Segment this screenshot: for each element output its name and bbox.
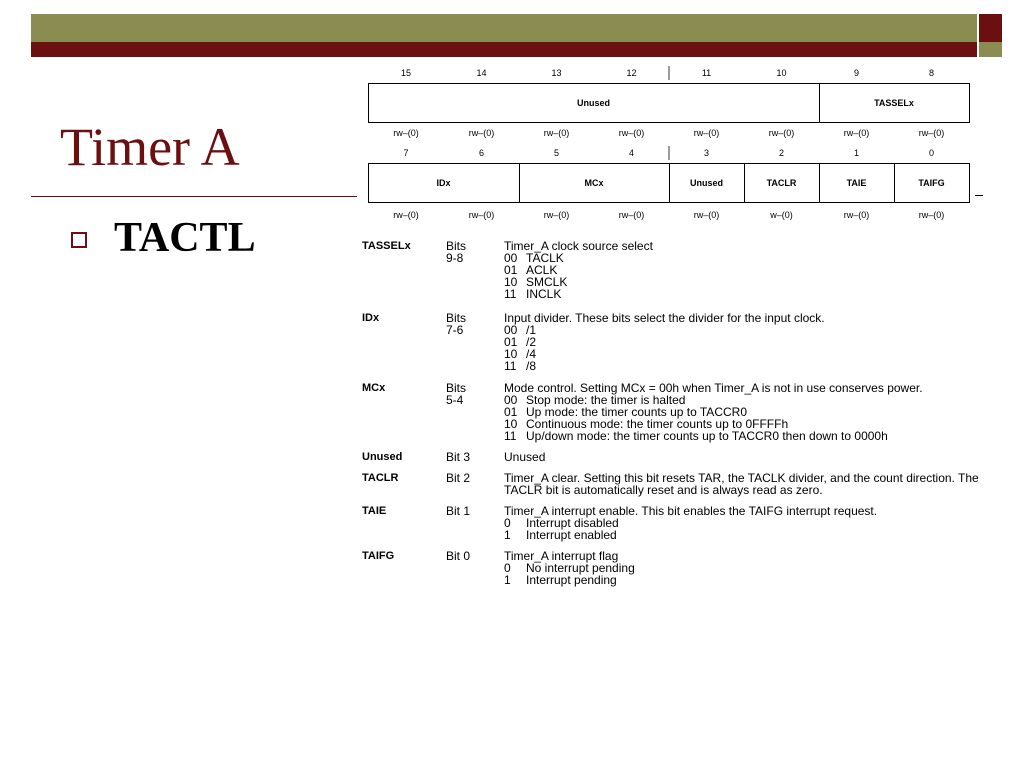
field-option <box>504 336 982 348</box>
option-code: 01 <box>504 405 518 419</box>
description-row <box>362 472 982 496</box>
option-value: Interrupt enabled <box>526 528 617 542</box>
option-code: 11 <box>504 287 517 301</box>
option-value: /4 <box>526 347 537 361</box>
option-value: /8 <box>526 359 537 373</box>
field-description <box>504 550 982 586</box>
option-value: No interrupt pending <box>526 561 635 575</box>
option-value: INCLK <box>526 287 562 301</box>
lower-nibble-marker <box>668 146 670 160</box>
field-name: MCx <box>362 382 386 394</box>
upper-bit-number: 12 <box>626 68 637 78</box>
option-value: Interrupt disabled <box>526 516 619 530</box>
field-description-text: Timer_A clear. Setting this bit resets TAR, the TACLK divider, and the count direction. The TACLR bit is automatically reset and is always read as zero. <box>504 471 979 497</box>
field-bits: Bit 3 <box>446 450 471 464</box>
field-description-text: Timer_A clock source select <box>504 239 653 253</box>
option-value: Continuous mode: the timer counts up to 0FFFFh <box>526 417 789 431</box>
header-bar-maroon <box>31 42 977 57</box>
option-value: TACLK <box>526 251 564 265</box>
upper-field: TASSELx <box>874 98 914 108</box>
upper-nibble-marker <box>668 66 670 80</box>
field-bits: Bits 5-4 <box>446 381 467 407</box>
upper-access: rw–(0) <box>393 128 419 138</box>
field-description <box>504 382 982 442</box>
description-row <box>362 312 982 372</box>
upper-bit-number: 15 <box>400 68 411 78</box>
field-option <box>504 264 982 276</box>
option-code: 00 <box>504 393 518 407</box>
option-code: 11 <box>504 429 517 443</box>
slide-title: Timer A <box>60 117 240 177</box>
option-value: Stop mode: the timer is halted <box>526 393 686 407</box>
field-name: IDx <box>362 312 380 324</box>
option-value: Up/down mode: the timer counts up to TACCR0 then down to 0000h <box>526 429 888 443</box>
lower-bit-number: 3 <box>703 148 709 158</box>
field-name: TACLR <box>362 472 399 484</box>
lower-bit-number: 1 <box>853 148 859 158</box>
option-code: 10 <box>504 347 518 361</box>
upper-access: rw–(0) <box>918 128 945 138</box>
field-description <box>504 240 982 300</box>
option-code: 10 <box>504 275 518 289</box>
bit-description-table <box>362 240 982 586</box>
field-bits: Bits 9-8 <box>446 239 467 265</box>
option-value: ACLK <box>526 263 558 277</box>
upper-bit-number: 9 <box>853 68 859 78</box>
header-bar-olive <box>31 14 977 42</box>
upper-access: rw–(0) <box>618 128 645 138</box>
lower-access: rw–(0) <box>543 210 570 220</box>
description-row <box>362 382 982 442</box>
lower-bit-number: 2 <box>778 148 784 158</box>
field-name: TAIE <box>362 505 387 517</box>
lower-field: Unused <box>689 178 723 188</box>
register-dash <box>975 195 983 196</box>
upper-access: rw–(0) <box>768 128 795 138</box>
lower-field: TAIFG <box>918 178 945 188</box>
field-bits: Bits 7-6 <box>446 311 467 337</box>
field-option <box>504 288 982 300</box>
upper-bit-number: 10 <box>776 68 787 78</box>
field-description <box>504 312 982 372</box>
lower-field: MCx <box>584 178 604 188</box>
upper-access: rw–(0) <box>843 128 870 138</box>
upper-access: rw–(0) <box>693 128 720 138</box>
upper-bit-number: 11 <box>701 68 712 78</box>
description-row <box>362 550 982 586</box>
upper-access: rw–(0) <box>468 128 495 138</box>
field-description-text: Timer_A interrupt flag <box>504 549 619 563</box>
lower-field: TACLR <box>766 178 797 188</box>
upper-bit-number: 14 <box>476 68 487 78</box>
option-code: 0 <box>504 561 511 575</box>
field-description-text: Input divider. These bits select the divider for the input clock. <box>504 311 825 325</box>
field-option <box>504 360 982 372</box>
upper-access: rw–(0) <box>543 128 570 138</box>
header-corner-olive <box>979 42 1002 57</box>
option-value: /1 <box>526 323 537 337</box>
option-code: 1 <box>504 573 511 587</box>
option-value: SMCLK <box>526 275 568 289</box>
field-bits: Bit 1 <box>446 504 471 518</box>
bullet-square-icon <box>71 232 87 248</box>
field-option <box>504 324 982 336</box>
field-bits: Bit 0 <box>446 549 471 563</box>
header-corner-maroon <box>979 14 1002 42</box>
title-underline <box>31 196 357 197</box>
description-row <box>362 505 982 541</box>
field-description-text: Timer_A interrupt enable. This bit enables the TAIFG interrupt request. <box>504 504 878 518</box>
field-description-text: Unused <box>504 450 546 464</box>
option-code: 01 <box>504 263 518 277</box>
lower-access: rw–(0) <box>918 210 945 220</box>
field-description <box>504 451 982 463</box>
upper-field: Unused <box>576 98 610 108</box>
field-description-text: Mode control. Setting MCx = 00h when Timer_A is not in use conserves power. <box>504 381 923 395</box>
upper-bit-number: 8 <box>928 68 934 78</box>
field-bits: Bit 2 <box>446 471 471 485</box>
lower-bit-number: 5 <box>553 148 559 158</box>
field-option <box>504 252 982 264</box>
field-option <box>504 276 982 288</box>
lower-bit-number: 7 <box>403 148 409 158</box>
field-name: TAIFG <box>362 550 395 562</box>
option-code: 00 <box>504 323 518 337</box>
lower-access: w–(0) <box>770 210 793 220</box>
field-option <box>504 348 982 360</box>
field-description <box>504 505 982 541</box>
description-row <box>362 240 982 300</box>
lower-field: IDx <box>436 178 451 188</box>
bullet-text: TACTL <box>114 215 256 261</box>
lower-bit-number: 0 <box>928 148 934 158</box>
lower-access: rw–(0) <box>468 210 495 220</box>
field-option <box>504 529 982 541</box>
option-code: 01 <box>504 335 518 349</box>
option-code: 1 <box>504 528 511 542</box>
field-option <box>504 430 982 442</box>
option-code: 11 <box>504 359 517 373</box>
option-value: Up mode: the timer counts up to TACCR0 <box>526 405 747 419</box>
field-name: Unused <box>362 451 403 463</box>
field-name: TASSELx <box>362 240 411 252</box>
lower-access: rw–(0) <box>393 210 419 220</box>
option-code: 10 <box>504 417 518 431</box>
lower-access: rw–(0) <box>843 210 870 220</box>
lower-bit-number: 6 <box>478 148 484 158</box>
lower-bit-number: 4 <box>628 148 634 158</box>
lower-access: rw–(0) <box>693 210 720 220</box>
field-option <box>504 574 982 586</box>
option-value: Interrupt pending <box>526 573 617 587</box>
upper-bit-number: 13 <box>551 68 562 78</box>
option-code: 0 <box>504 516 511 530</box>
option-value: /2 <box>526 335 537 349</box>
lower-access: rw–(0) <box>618 210 645 220</box>
field-description <box>504 472 982 496</box>
lower-field: TAIE <box>846 178 867 188</box>
description-row <box>362 451 982 463</box>
option-code: 00 <box>504 251 518 265</box>
